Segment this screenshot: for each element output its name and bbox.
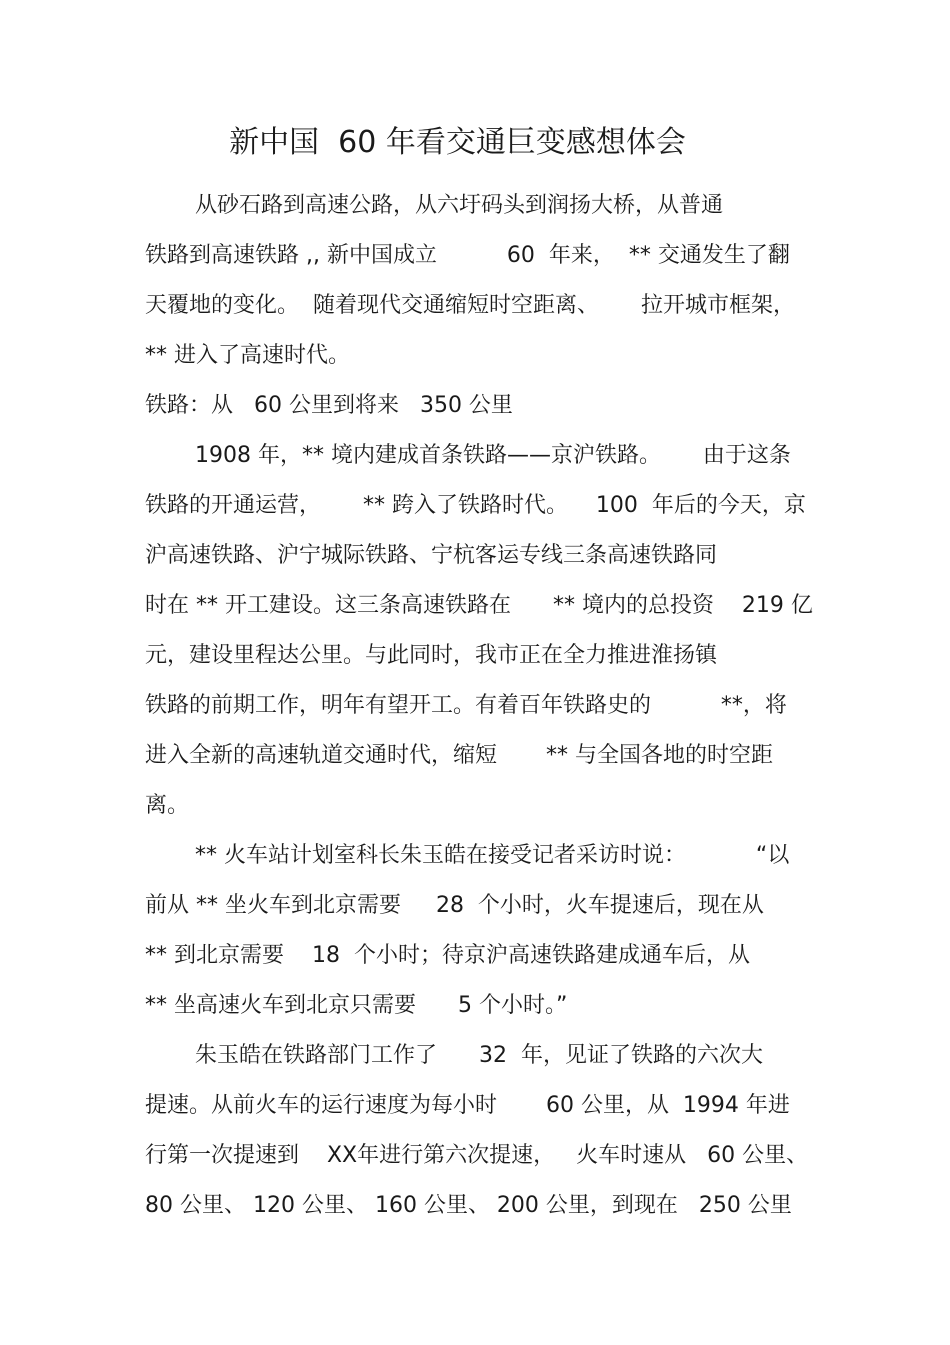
paragraph-line: 铁路的开通运营， ** 跨入了铁路时代。 100 年后的今天，京 [145, 493, 806, 518]
paragraph-line: 80 公里、 120 公里、 160 公里、 200 公里，到现在 250 公里 [145, 1193, 792, 1218]
document-title: 新中国 60 年看交通巨变感想体会 [229, 125, 686, 160]
paragraph-line: 进入全新的高速轨道交通时代，缩短 ** 与全国各地的时空距 [145, 743, 773, 768]
paragraph-line: 离。 [145, 793, 190, 818]
paragraph-line: 元，建设里程达公里。与此同时，我市正在全力推进淮扬镇 [145, 643, 718, 668]
paragraph-first-line: 从砂石路到高速公路，从六圩码头到润扬大桥，从普通 [195, 193, 724, 218]
paragraph-line: 前从 ** 坐火车到北京需要 28 个小时，火车提速后，现在从 [145, 893, 764, 918]
paragraph-line: 提速。从前火车的运行速度为每小时 60 公里，从 1994 年进 [145, 1093, 790, 1118]
paragraph-line: ** 到北京需要 18 个小时；待京沪高速铁路建成通车后，从 [145, 943, 750, 968]
paragraph-line: 铁路的前期工作，明年有望开工。有着百年铁路史的 **，将 [145, 693, 787, 718]
paragraph-line: 天覆地的变化。 随着现代交通缩短时空距离、 拉开城市框架， [145, 293, 795, 318]
paragraph-line: 沪高速铁路、沪宁城际铁路、宁杭客运专线三条高速铁路同 [145, 543, 718, 568]
paragraph-first-line: 朱玉皓在铁路部门工作了 32 年，见证了铁路的六次大 [195, 1043, 763, 1068]
paragraph-line: 铁路：从 60 公里到将来 350 公里 [145, 393, 513, 418]
paragraph-line: 时在 ** 开工建设。这三条高速铁路在 ** 境内的总投资 219 亿 [145, 593, 813, 618]
paragraph-line: 行第一次提速到 XX年进行第六次提速， 火车时速从 60 公里、 [145, 1143, 809, 1168]
paragraph-first-line: ** 火车站计划室科长朱玉皓在接受记者采访时说： “以 [195, 843, 790, 868]
paragraph-line: ** 坐高速火车到北京只需要 5 个小时。” [145, 993, 568, 1018]
paragraph-line: 铁路到高速铁路 ,, 新中国成立 60 年来， ** 交通发生了翻 [145, 243, 790, 268]
paragraph-line: ** 进入了高速时代。 [145, 343, 350, 368]
paragraph-first-line: 1908 年，** 境内建成首条铁路——京沪铁路。 由于这条 [195, 443, 791, 468]
